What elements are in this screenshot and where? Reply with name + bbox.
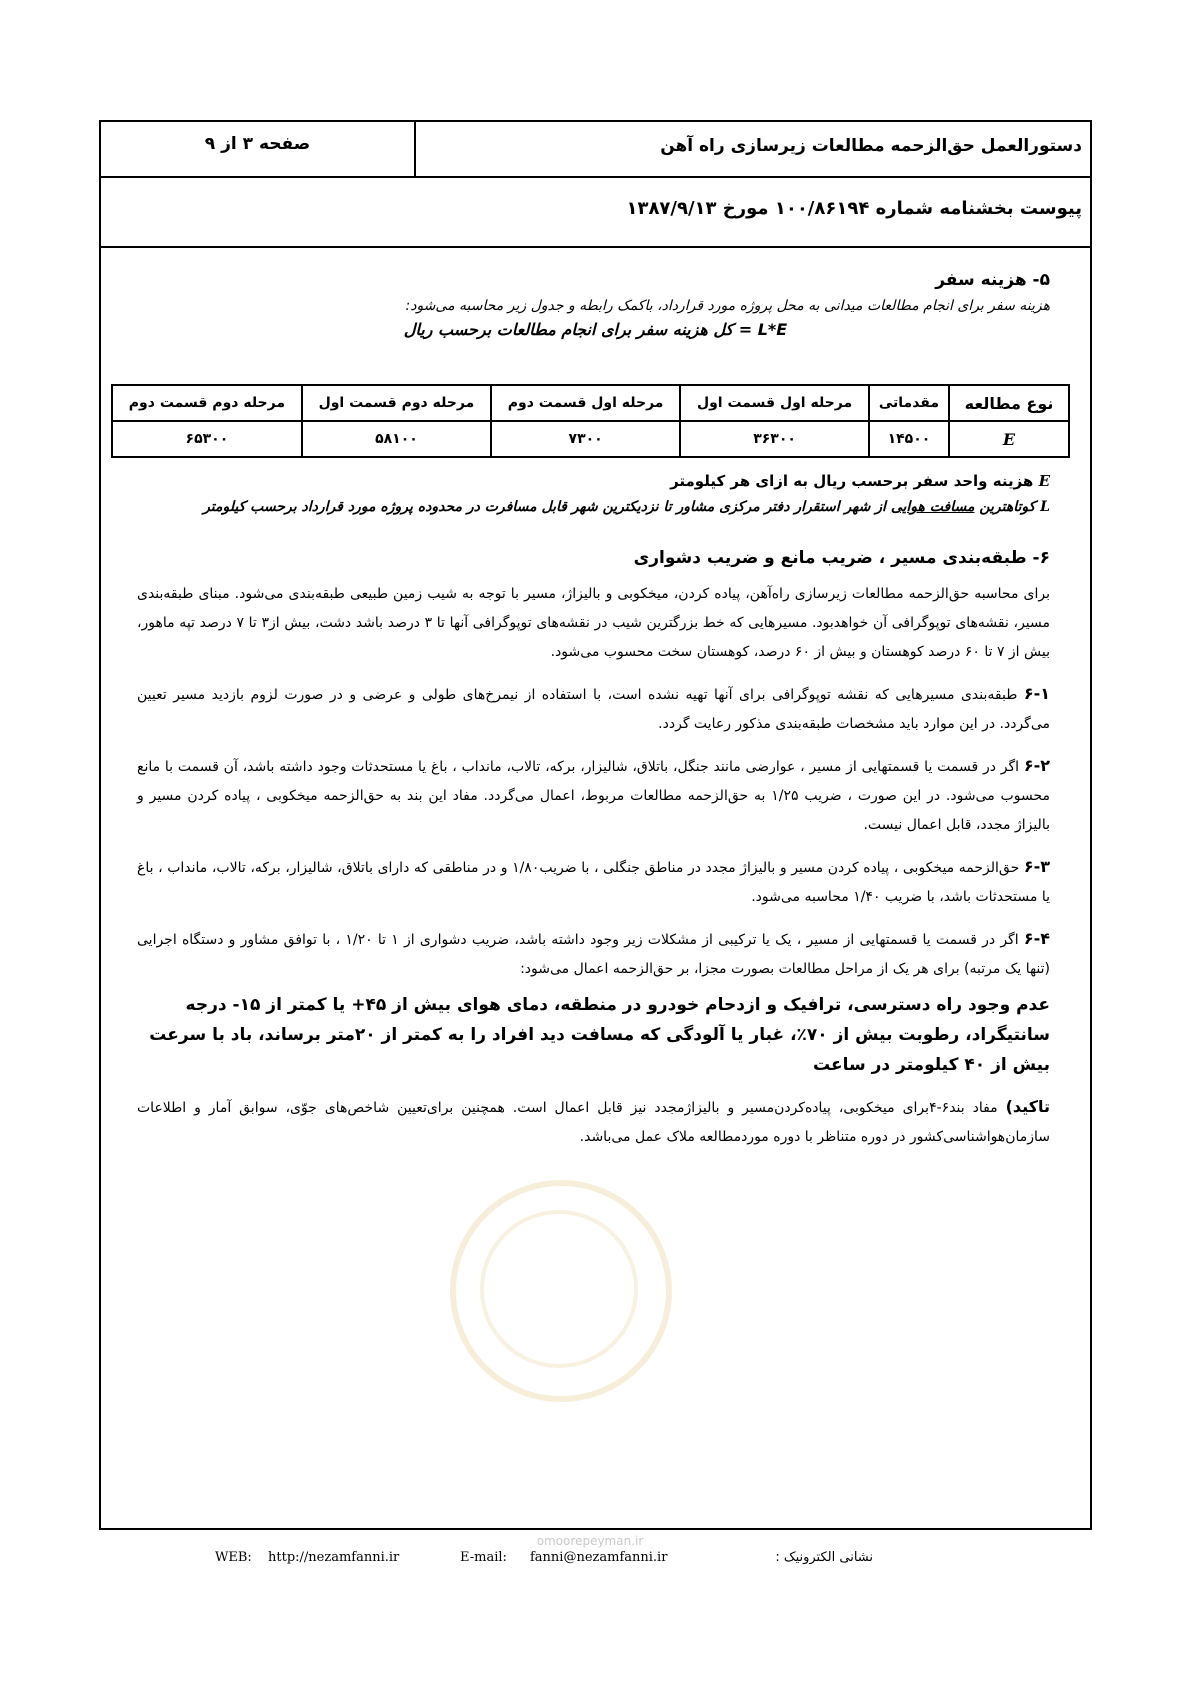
legend-l-symbol: L [1040,499,1050,515]
footer-web-link[interactable]: http://nezamfanni.ir [268,1550,400,1565]
watermark-url: omoorepeyman.ir [536,1534,644,1548]
table-cell: ۵۸۱۰۰ [302,421,491,457]
table-header-cell: نوع مطالعه [949,385,1069,421]
section-5-formula: L*E = کل هزینه سفر برای انجام مطالعات برحسب ریال [403,320,788,339]
header-row-annex [101,178,1090,248]
footer-web-label: WEB: [215,1550,252,1565]
table-header-cell: مرحله اول قسمت دوم [491,385,680,421]
section-6-title: ۶- طبقه‌بندی مسیر ، ضریب مانع و ضریب دشواری [633,548,1050,568]
section-6 [137,548,1050,1152]
clause-number: ۶-۳ [1023,857,1050,876]
footer-email-label: E-mail: [460,1550,507,1565]
legend-e [137,472,1050,490]
travel-cost-table [111,384,1070,458]
note-label: تاکید) [1005,1097,1051,1116]
clause-text: طبقه‌بندی مسیرهایی که نقشه توپوگرافی برای آنها تهیه نشده است، با استفاده از نیمرخ‌های طولی و عرضی و در صورت لزوم بازدید مسیر تعیین می‌گردد. در این موارد باید مشخصات طبقه‌بندی مذکور رعایت گردد. [137,687,1050,732]
clause-6-3 [137,852,1050,912]
legend-l-text-underlined: مسافت هوایی [890,499,975,515]
document-title: دستورالعمل حق‌الزحمه مطالعات زیرسازی راه آهن [660,136,1082,156]
difficulty-conditions: عدم وجود راه دسترسی، ترافیک و ازدحام خودرو در منطقه، دمای هوای بیش از ۴۵+ یا کمتر از ۱۵- درجه سانتیگراد، رطوبت بیش از ۷۰٪، غبار یا آلودگی که مسافت دید افراد را به کمتر از ۲۰متر برساند، باد با سرعت بیش از ۴۰ کیلومتر در ساعت [149,995,1050,1075]
page-content [128,270,1054,1145]
formula-legend [137,472,1050,524]
clause-text: اگر در قسمت یا قسمتهایی از مسیر ، یک یا ترکیبی از مشکلات زیر وجود داشته باشد، ضریب دشواری از ۱ تا ۱/۲۰ ، با توافق مشاور و دستگاه اجرایی (تنها یک مرتبه) برای هر یک از مراحل مطالعات بصورت مجزا، بر حق‌الزحمه اعمال می‌شود: [137,932,1050,977]
table-cell: ۶۵۳۰۰ [112,421,302,457]
footer-email-link[interactable]: fanni@nezamfanni.ir [530,1550,668,1565]
table-header-cell: مرحله دوم قسمت اول [302,385,491,421]
table-header-cell: مرحله دوم قسمت دوم [112,385,302,421]
annex-reference: پیوست بخشنامه شماره ۱۰۰/۸۶۱۹۴ مورخ ۱۳۸۷/۹/۱۳ [626,198,1082,219]
legend-e-symbol: E [1038,472,1050,490]
table-header-cell: مرحله اول قسمت اول [680,385,869,421]
header-row-title [101,122,1090,178]
table-cell: ۷۳۰۰ [491,421,680,457]
header-divider [414,122,416,178]
table-cell: ۱۴۵۰۰ [869,421,949,457]
legend-e-text: هزینه واحد سفر برحسب ریال به ازای هر کیلومتر [670,472,1034,490]
clause-6-4 [137,924,1050,984]
clause-6-2 [137,751,1050,840]
table-cell: E [949,421,1069,457]
table-header-cell: مقدماتی [869,385,949,421]
legend-l-text-1: کوتاهترین [979,499,1036,515]
page-frame [99,120,1092,1530]
table-row [112,421,1069,457]
footer-electronic-label: نشانی الکترونیک : [775,1550,873,1565]
clause-number: ۶-۲ [1023,756,1050,775]
legend-l [137,496,1050,518]
emphasis-note [137,1092,1050,1152]
clause-6-1 [137,679,1050,739]
clause-number: ۶-۴ [1023,929,1051,948]
clause-text: اگر در قسمت یا قسمتهایی از مسیر ، عوارضی مانند جنگل، باتلاق، شالیزار، برکه، تالاب، مانداب ، باغ یا مستحدثات وجود داشته باشد، آن قسمت با مانع محسوب می‌شود. در این صورت ، ضریب ۱/۲۵ به حق‌الزحمه مطالعات مربوط، اعمال می‌گردد. مفاد این بند به حق‌الزحمه میخکوبی ، پیاده کردن مسیر و بالیزاژ مجدد، قابل اعمال نیست. [137,759,1050,833]
table-header-row [112,385,1069,421]
page-number: صفحه ۳ از ۹ [204,134,311,154]
legend-l-text-2: از شهر استقرار دفتر مرکزی مشاور تا نزدیکترین شهر قابل مسافرت در محدوده پروژه مورد قرارداد برحسب کیلومتر [203,499,886,515]
table-cell: ۳۶۳۰۰ [680,421,869,457]
section-5-title: ۵- هزینه سفر [935,270,1050,290]
clause-number: ۶-۱ [1023,684,1050,703]
note-text: مفاد بند۶-۴برای میخکوبی، پیاده‌کردن‌مسیر و بالیزاژ‌مجدد نیز قابل اعمال است. همچنین برای‌تعیین شاخص‌های جوّی، سوابق آمار و اطلاعات سازمان‌هواشناسی‌کشور در دوره متناظر با دوره مورد‌مطالعه ملاک عمل می‌باشد. [137,1100,1050,1145]
clause-text: حق‌الزحمه میخکوبی ، پیاده کردن مسیر و بالیزاژ مجدد در مناطق جنگلی ، با ضریب۱/۸۰ و در مناطقی که دارای باتلاق، شالیزار، برکه، تالاب، مانداب ، باغ یا مستحدثات باشد، با ضریب ۱/۴۰ محاسبه می‌شود. [137,860,1050,905]
section-5-intro: هزینه سفر برای انجام مطالعات میدانی به محل پروژه مورد قرارداد، باکمک رابطه و جدول زیر محاسبه می‌شود: [405,298,1050,314]
section-6-intro: برای محاسبه حق‌الزحمه مطالعات زیرسازی راه‌آهن، پیاده کردن، میخکوبی و بالیزاژ، مسیر با توجه به شیب زمین طبیعی طبقه‌بندی می‌شود. مبنای طبقه‌بندی مسیر، نقشه‌های توپوگرافی آن خواهدبود. مسیرهایی که خط بزرگترین شیب در نقشه‌های توپوگرافی آنها تا ۳ درصد باشد دشت، بیش از۳ تا ۷ درصد تپه ماهور، بیش از ۷ تا ۶۰ درصد کوهستان و بیش از ۶۰ درصد، کوهستان سخت محسوب می‌شود. [137,586,1051,660]
